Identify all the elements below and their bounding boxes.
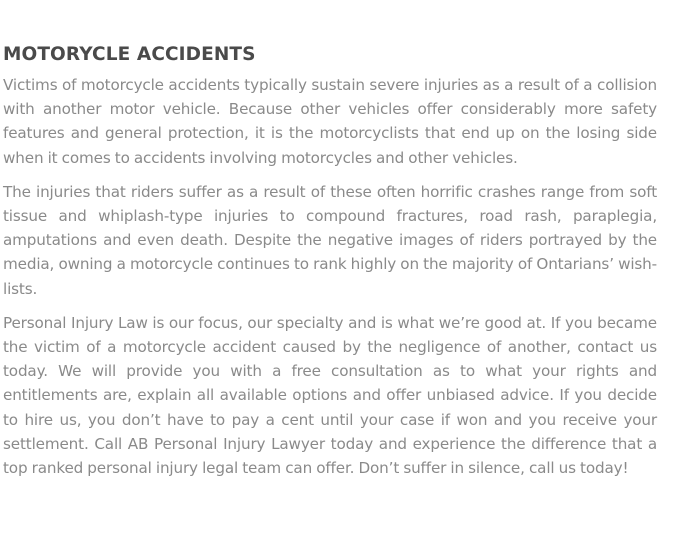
paragraph-intro: Victims of motorcycle accidents typically sustain severe injuries as a result of a collision with another motor vehicle. Because other vehicles offer considerably more safety features and general protection, it is the motorcyclists that end up on the losing side when it comes to accidents involving motorcycles and other vehicles. [3, 76, 657, 167]
paragraph-injuries: The injuries that riders suffer as a result of these often horrific crashes range from soft tissue and whiplash-type injuries to compound fractures, road rash, paraplegia, amputations and even death. Despite the negative images of riders portrayed by the media, owning a motorcycle continues to rank highly on the majority of Ontarians’ wish-lists. [3, 182, 657, 298]
page-title: MOTORYCLE ACCIDENTS [3, 44, 256, 65]
article-content [3, 42, 657, 490]
paragraph-contact: Personal Injury Law is our focus, our specialty and is what we’re good at. If you became the victim of a motorcycle accident caused by the negligence of another, contact us today. We will provide you with a free consultation as to what your rights and entitlements are, explain all available options and offer unbiased advice. If you decide to hire us, you don’t have to pay a cent until your case if won and you receive your settlement. Call AB Personal Injury Lawyer today and experience the difference that a top ranked personal injury legal team can offer. Don’t suffer in silence, call us today! [3, 313, 657, 478]
